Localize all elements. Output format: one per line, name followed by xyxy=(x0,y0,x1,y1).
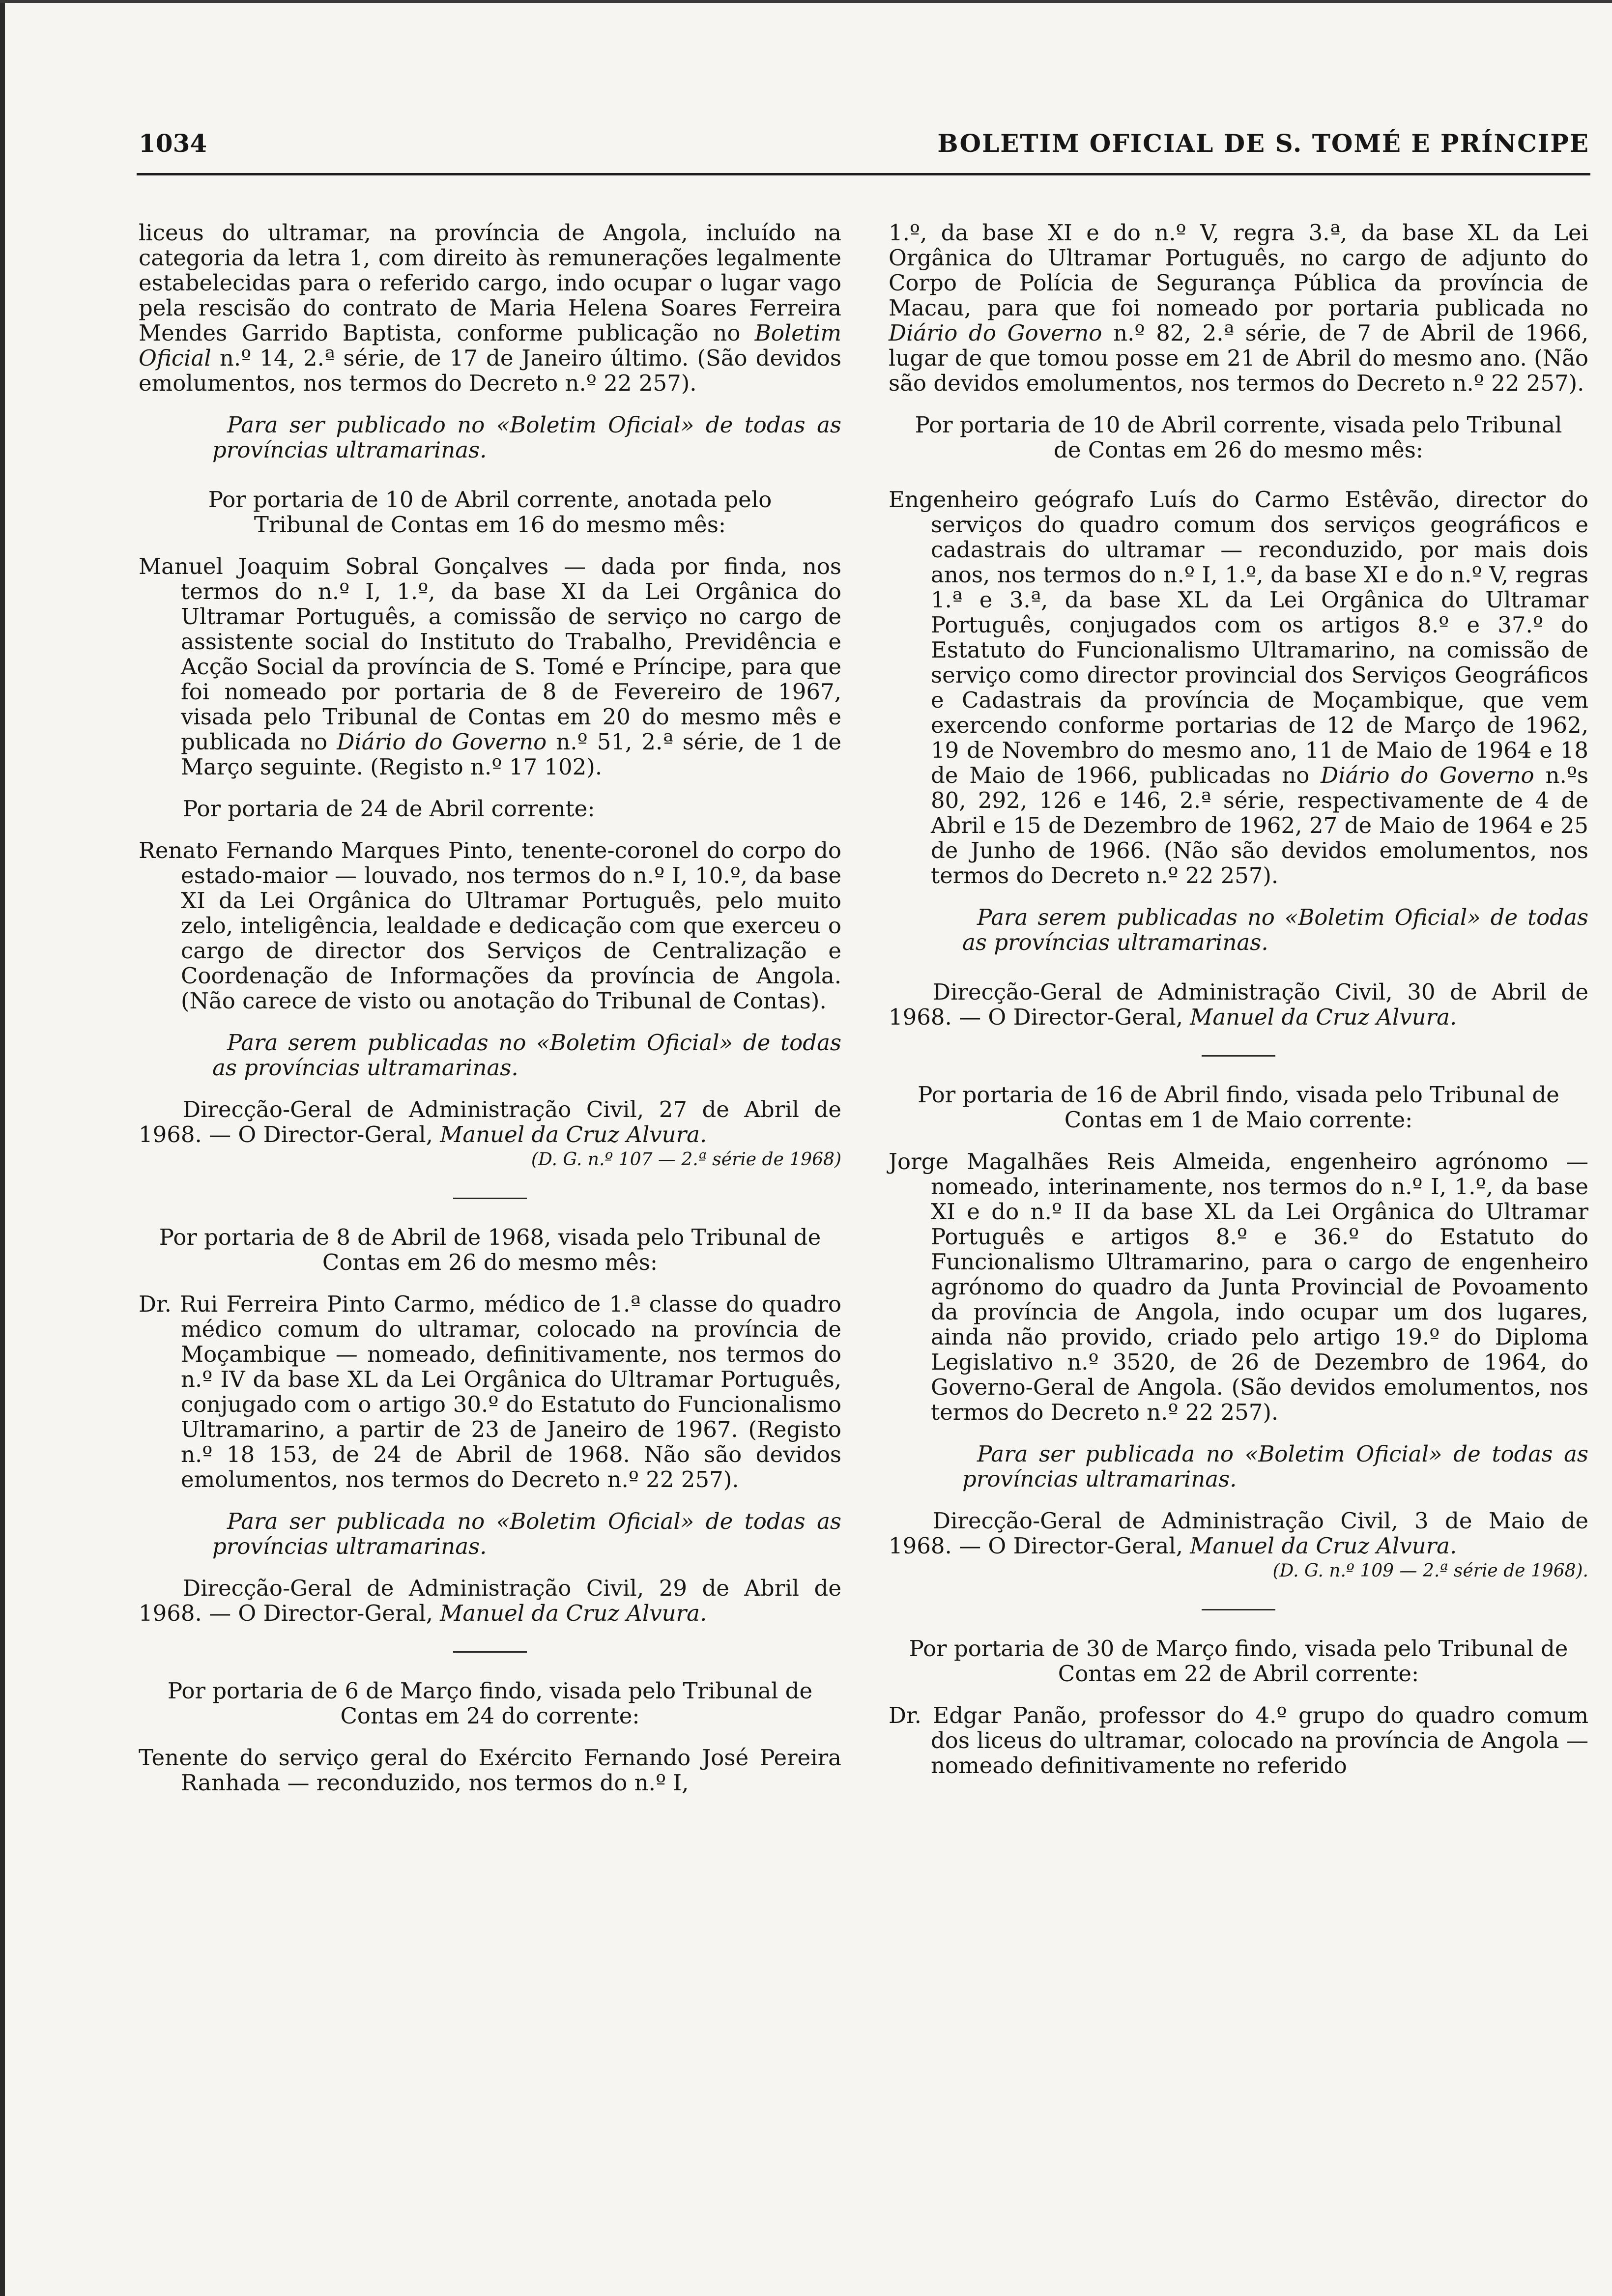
portaria-heading: Por portaria de 6 de Março findo, visada pelo Tribunal de Contas em 24 do corrente: xyxy=(167,1678,813,1729)
paragraph: liceus do ultramar, na província de Angola, incluído na categoria da letra 1, com direito às remunerações legalmente estabelecidas para o referido cargo, indo ocupar o lugar vago pela rescisão do contrato de Maria Helena Soares Ferreira Mendes Garrido Baptista, conforme publicação no Boletim Oficial n.º 14, 2.ª série, de 17 de Janeiro último. (São devidos emolumentos, nos termos do Decreto n.º 22 257). xyxy=(139,220,841,396)
signature: Direcção-Geral de Administração Civil, 30 de Abril de 1968. — O Director-Geral, Manuel da Cruz Alvura. xyxy=(889,979,1588,1030)
page-header xyxy=(139,129,1589,168)
header-rule xyxy=(137,173,1590,175)
portaria-heading: Por portaria de 24 de Abril corrente: xyxy=(183,796,595,822)
signature: Direcção-Geral de Administração Civil, 29 de Abril de 1968. — O Director-Geral, Manuel da Cruz Alvura. xyxy=(139,1575,841,1626)
paragraph: Dr. Edgar Panão, professor do 4.º grupo do quadro comum dos liceus do ultramar, colocado na província de Angola — nomeado definitivamente no referido xyxy=(889,1702,1588,1779)
left-column xyxy=(139,220,841,1795)
page-number: 1034 xyxy=(139,129,207,158)
paragraph: Renato Fernando Marques Pinto, tenente-coronel do corpo do estado-maior — louvado, nos termos do n.º I, 10.º, da base XI da Lei Orgânica do Ultramar Português, pelo muito zelo, inteligência, lealdade e dedicação com que exerceu o cargo de director dos Serviços de Centralização e Coordenação de Informações da província de Angola. (Não carece de visto ou anotação do Tribunal de Contas). xyxy=(139,837,841,1014)
portaria-heading: Por portaria de 8 de Abril de 1968, visada pelo Tribunal de Contas em 26 do mesmo mês: xyxy=(159,1224,821,1275)
paragraph: Dr. Rui Ferreira Pinto Carmo, médico de 1.ª classe do quadro médico comum do ultramar, colocado na província de Moçambique — nomeado, definitivamente, nos termos do n.º IV da base XL da Lei Orgânica do Ultramar Português, conjugado com o artigo 30.º do Estatuto do Funcionalismo Ultramarino, a partir de 23 de Janeiro de 1967. (Registo n.º 18 153, de 24 de Abril de 1968. Não são devidos emolumentos, nos termos do Decreto n.º 22 257). xyxy=(139,1291,841,1492)
publication-note: Para ser publicada no «Boletim Oficial» de todas as províncias ultramarinas. xyxy=(962,1441,1588,1492)
portaria-heading: Por portaria de 10 de Abril corrente, visada pelo Tribunal de Contas em 26 do mesmo mês: xyxy=(915,412,1562,463)
paragraph: Jorge Magalhães Reis Almeida, engenheiro agrónomo — nomeado, interinamente, nos termos do n.º I, 1.º, da base XI e do n.º II da base XL da Lei Orgânica do Ultramar Português e artigos 8.º e 36.º do Estatuto do Funcionalismo Ultramarino, para o cargo de engenheiro agrónomo do quadro da Junta Provincial de Povoamento da província de Angola, indo ocupar um dos lugares, ainda não provido, criado pelo artigo 19.º do Diploma Legislativo n.º 3520, de 26 de Dezembro de 1964, do Governo-Geral de Angola. (São devidos emolumentos, nos termos do Decreto n.º 22 257). xyxy=(889,1148,1588,1425)
right-column xyxy=(889,220,1588,1778)
paragraph: Engenheiro geógrafo Luís do Carmo Estêvão, director do serviços do quadro comum dos serviços geográficos e cadastrais do ultramar — reconduzido, por mais dois anos, nos termos do n.º I, 1.º, da base XI e do n.º V, regras 1.ª e 3.ª, da base XL da Lei Orgânica do Ultramar Português, conjugados com os artigos 8.º e 37.º do Estatuto do Funcionalismo Ultramarino, na comissão de serviço como director provincial dos Serviços Geográficos e Cadastrais da província de Moçambique, que vem exercendo conforme portarias de 12 de Março de 1962, 19 de Novembro do mesmo ano, 11 de Maio de 1964 e 18 de Maio de 1966, publicadas no Diário do Governo n.ºs 80, 292, 126 e 146, 2.ª série, respectivamente de 4 de Abril e 15 de Dezembro de 1962, 27 de Maio de 1964 e 25 de Junho de 1966. (Não são devidos emolumentos, nos termos do Decreto n.º 22 257). xyxy=(889,487,1589,889)
scan-border-top xyxy=(0,0,1612,3)
portaria-heading: Por portaria de 16 de Abril findo, visada pelo Tribunal de Contas em 1 de Maio corrente: xyxy=(918,1082,1559,1133)
publication-title: BOLETIM OFICIAL DE S. TOMÉ E PRÍNCIPE xyxy=(937,129,1589,158)
paragraph: Manuel Joaquim Sobral Gonçalves — dada por finda, nos termos do n.º I, 1.º, da base XI da Lei Orgânica do Ultramar Português, a comissão de serviço no cargo de assistente social do Instituto do Trabalho, Previdência e Acção Social da província de S. Tomé e Príncipe, para que foi nomeado por portaria de 8 de Fevereiro de 1967, visada pelo Tribunal de Contas em 20 do mesmo mês e publicada no Diário do Governo n.º 51, 2.ª série, de 1 de Março seguinte. (Registo n.º 17 102). xyxy=(139,553,841,780)
section-divider xyxy=(1202,1055,1275,1057)
paragraph: 1.º, da base XI e do n.º V, regra 3.ª, da base XL da Lei Orgânica do Ultramar Português, no cargo de adjunto do Corpo de Polícia de Segurança Pública da província de Macau, para que foi nomeado por portaria publicada no Diário do Governo n.º 82, 2.ª série, de 7 de Abril de 1966, lugar de que tomou posse em 21 de Abril do mesmo ano. (Não são devidos emolumentos, nos termos do Decreto n.º 22 257). xyxy=(889,220,1589,396)
publication-note: Para ser publicada no «Boletim Oficial» de todas as províncias ultramarinas. xyxy=(212,1508,841,1559)
source-reference: (D. G. n.º 107 — 2.ª série de 1968) xyxy=(531,1149,841,1170)
publication-note: Para serem publicadas no «Boletim Oficial» de todas as províncias ultramarinas. xyxy=(962,904,1588,955)
scan-border-left xyxy=(0,0,5,2296)
portaria-heading: Por portaria de 10 de Abril corrente, anotada pelo Tribunal de Contas em 16 do mesmo mês: xyxy=(208,487,772,538)
paragraph: Tenente do serviço geral do Exército Fernando José Pereira Ranhada — reconduzido, nos termos do n.º I, xyxy=(139,1745,841,1796)
section-divider xyxy=(453,1651,527,1653)
signature: Direcção-Geral de Administração Civil, 27 de Abril de 1968. — O Director-Geral, Manuel da Cruz Alvura. xyxy=(139,1096,841,1148)
publication-note: Para ser publicado no «Boletim Oficial» de todas as províncias ultramarinas. xyxy=(212,412,841,463)
section-divider xyxy=(453,1198,527,1199)
signature: Direcção-Geral de Administração Civil, 3 de Maio de 1968. — O Director-Geral, Manuel da Cruz Alvura. xyxy=(889,1508,1588,1559)
publication-note: Para serem publicadas no «Boletim Oficial» de todas as províncias ultramarinas. xyxy=(212,1030,841,1081)
portaria-heading: Por portaria de 30 de Março findo, visada pelo Tribunal de Contas em 22 de Abril corrente: xyxy=(909,1636,1568,1687)
source-reference: (D. G. n.º 109 — 2.ª série de 1968). xyxy=(1272,1561,1588,1581)
section-divider xyxy=(1202,1609,1275,1610)
